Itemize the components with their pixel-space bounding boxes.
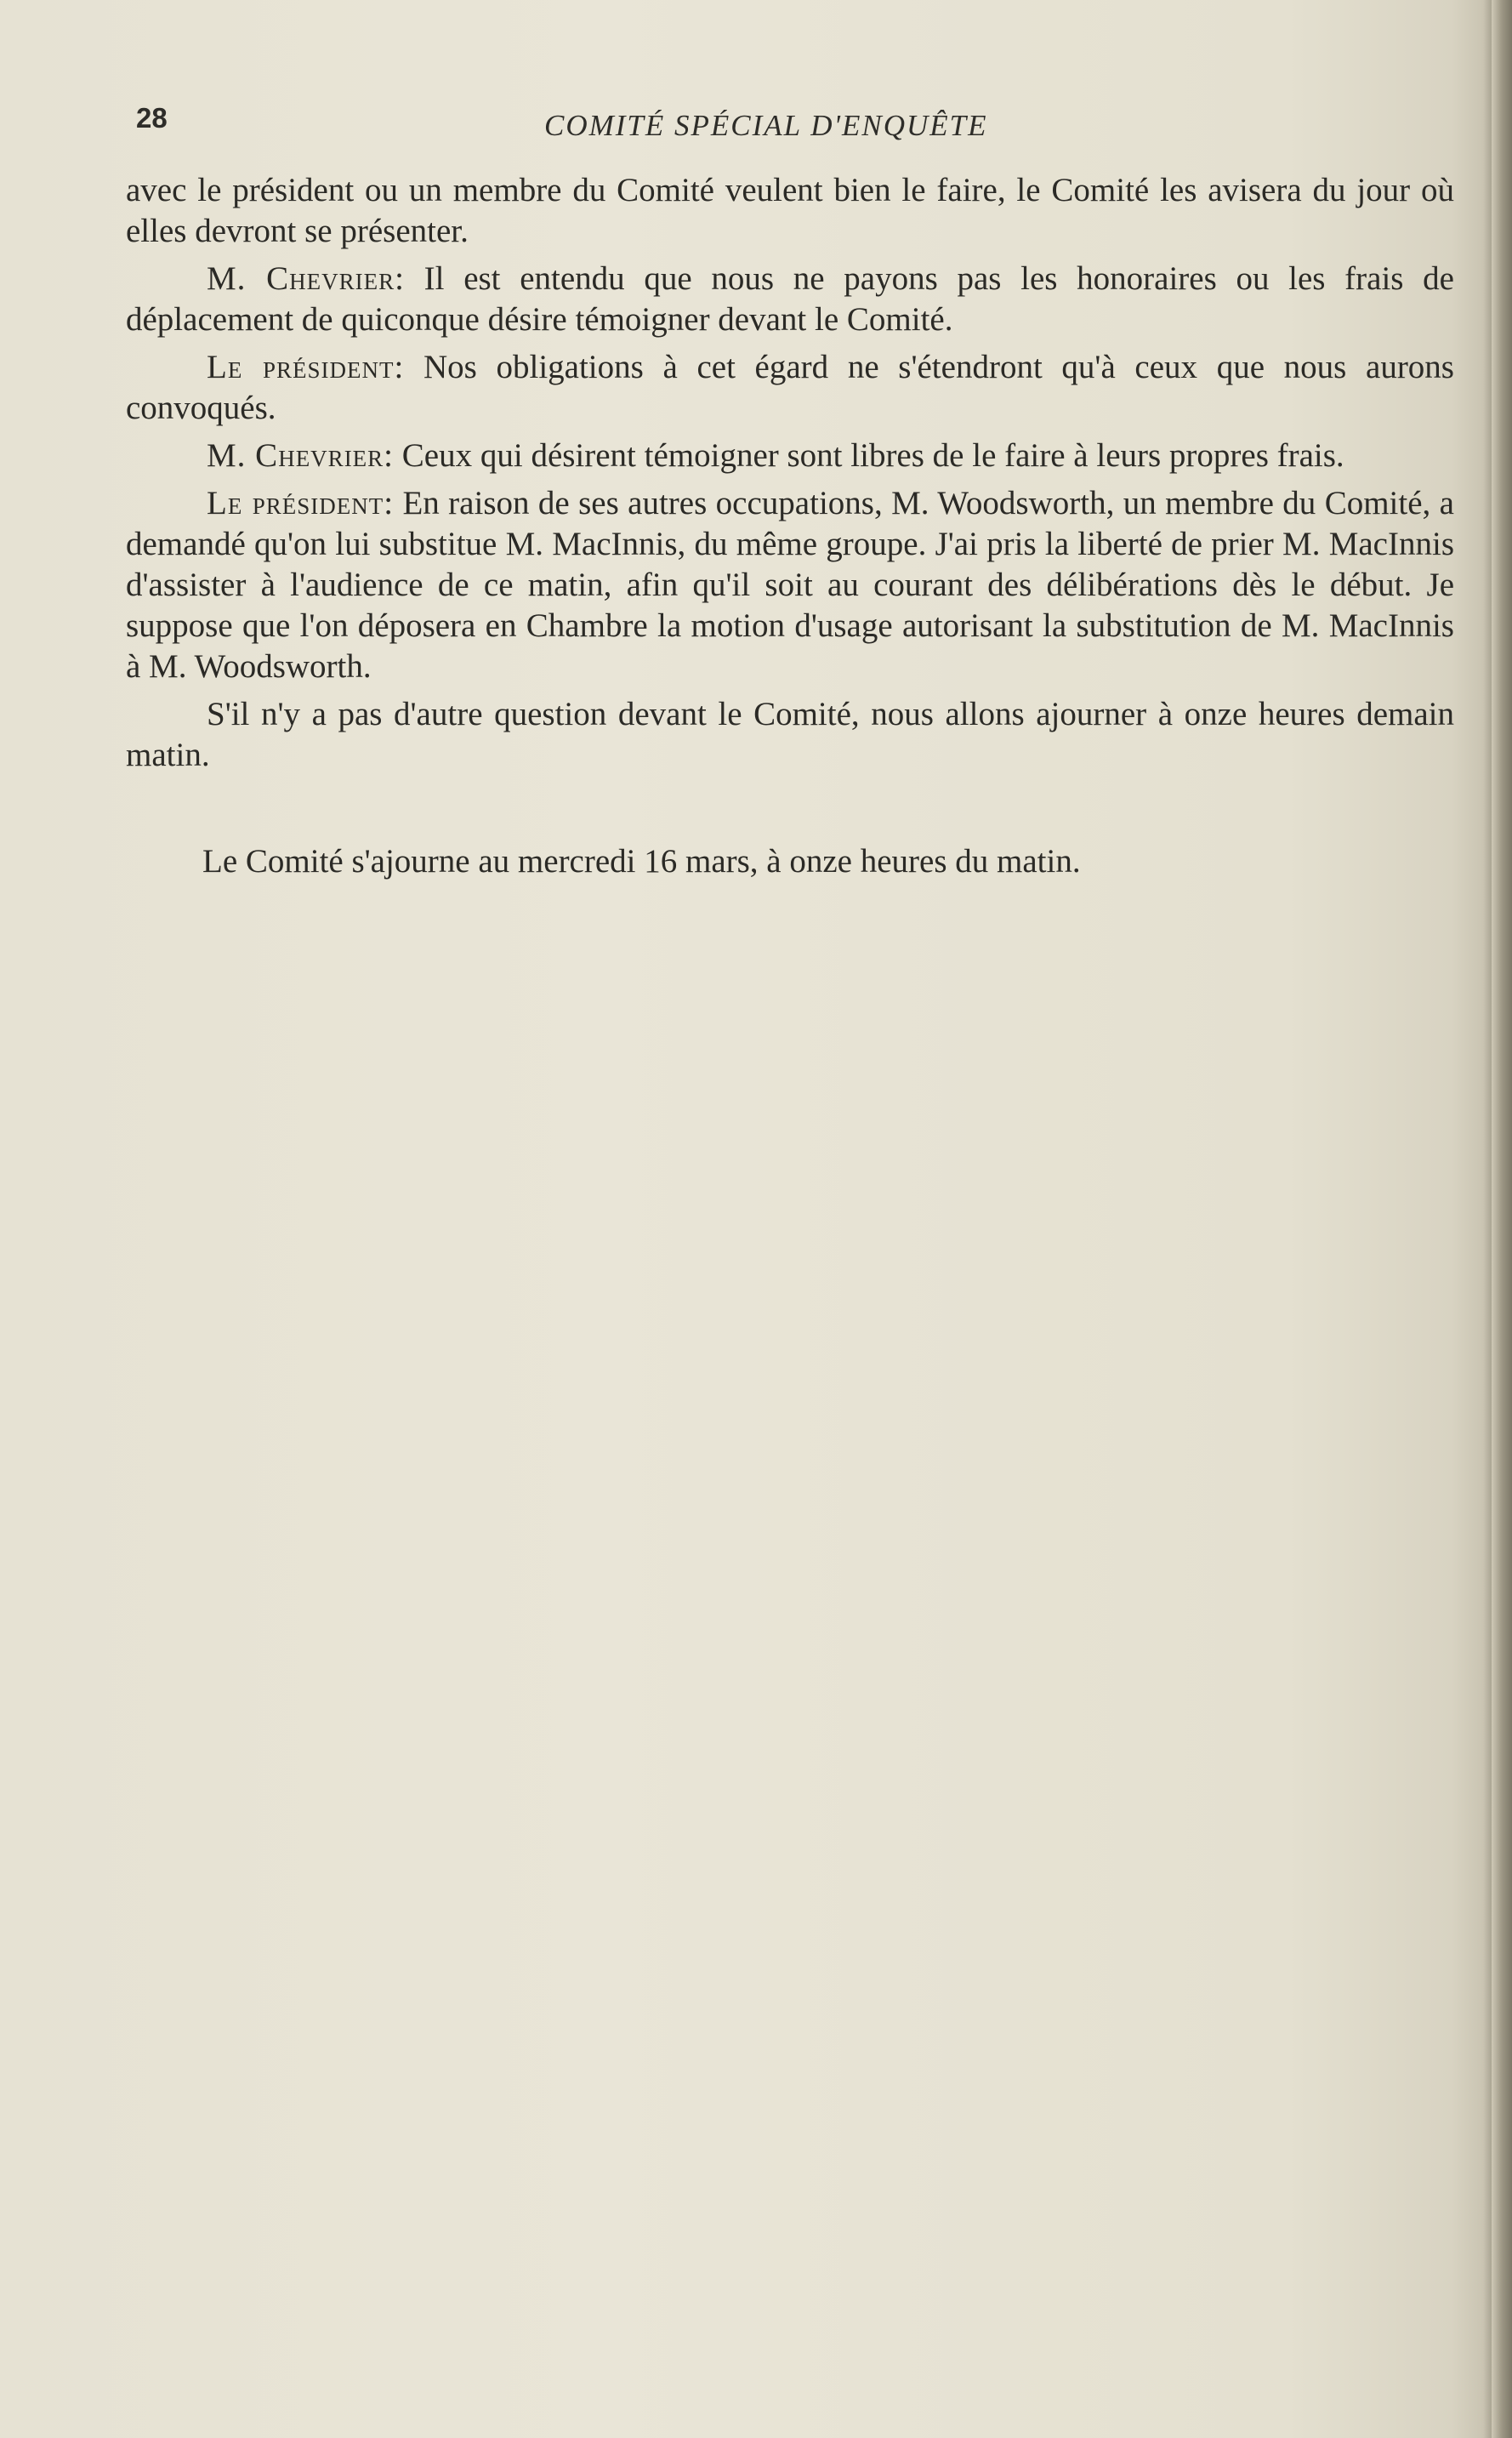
- speaker-name: M. Chevrier:: [207, 260, 405, 297]
- speaker-name: Le président:: [207, 349, 405, 385]
- paragraph-continuation: [126, 170, 1454, 252]
- page-fold-shadow: [1483, 0, 1492, 2438]
- paragraph-president-1: [126, 347, 1454, 429]
- running-head: COMITÉ SPÉCIAL D'ENQUÊTE: [544, 109, 988, 142]
- body-text: [126, 170, 1454, 783]
- adjournment-notice: Le Comité s'ajourne au mercredi 16 mars, à onze heures du matin.: [202, 843, 1081, 880]
- paragraph-text: S'il n'y a pas d'autre question devant le Comité, nous allons ajourner à onze heures demain matin.: [126, 696, 1454, 773]
- paragraph-chevrier-2: [126, 436, 1454, 476]
- paragraph-text: avec le président ou un membre du Comité veulent bien le faire, le Comité les avisera du jour où elles devront se présenter.: [126, 172, 1454, 249]
- paragraph-closing: [126, 694, 1454, 776]
- page-binding-edge: [1492, 0, 1512, 2438]
- paragraph-chevrier-1: [126, 259, 1454, 340]
- paragraph-text: Ceux qui désirent témoigner sont libres de le faire à leurs propres frais.: [394, 437, 1344, 474]
- speaker-name: Le président:: [207, 485, 395, 521]
- paragraph-text: Il est entendu que nous ne payons pas les honoraires ou les frais de déplacement de quiconque désire témoigner devant le Comité.: [126, 260, 1454, 338]
- page-number: 28: [136, 102, 168, 134]
- paragraph-text: En raison de ses autres occupations, M. Woodsworth, un membre du Comité, a demandé qu'on lui substitue M. MacInnis, du même groupe. J'ai pris la liberté de prier M. MacInnis d'assister à l'audience de ce matin, afin qu'il soit au courant des délibérations dès le début. Je suppose que l'on déposera en Chambre la motion d'usage autorisant la substitution de M. MacInnis à M. Woodsworth.: [126, 485, 1454, 685]
- paragraph-president-2: [126, 483, 1454, 687]
- paragraph-text: Nos obligations à cet égard ne s'étendront qu'à ceux que nous aurons convoqués.: [126, 349, 1454, 426]
- speaker-name: M. Chevrier:: [207, 437, 395, 474]
